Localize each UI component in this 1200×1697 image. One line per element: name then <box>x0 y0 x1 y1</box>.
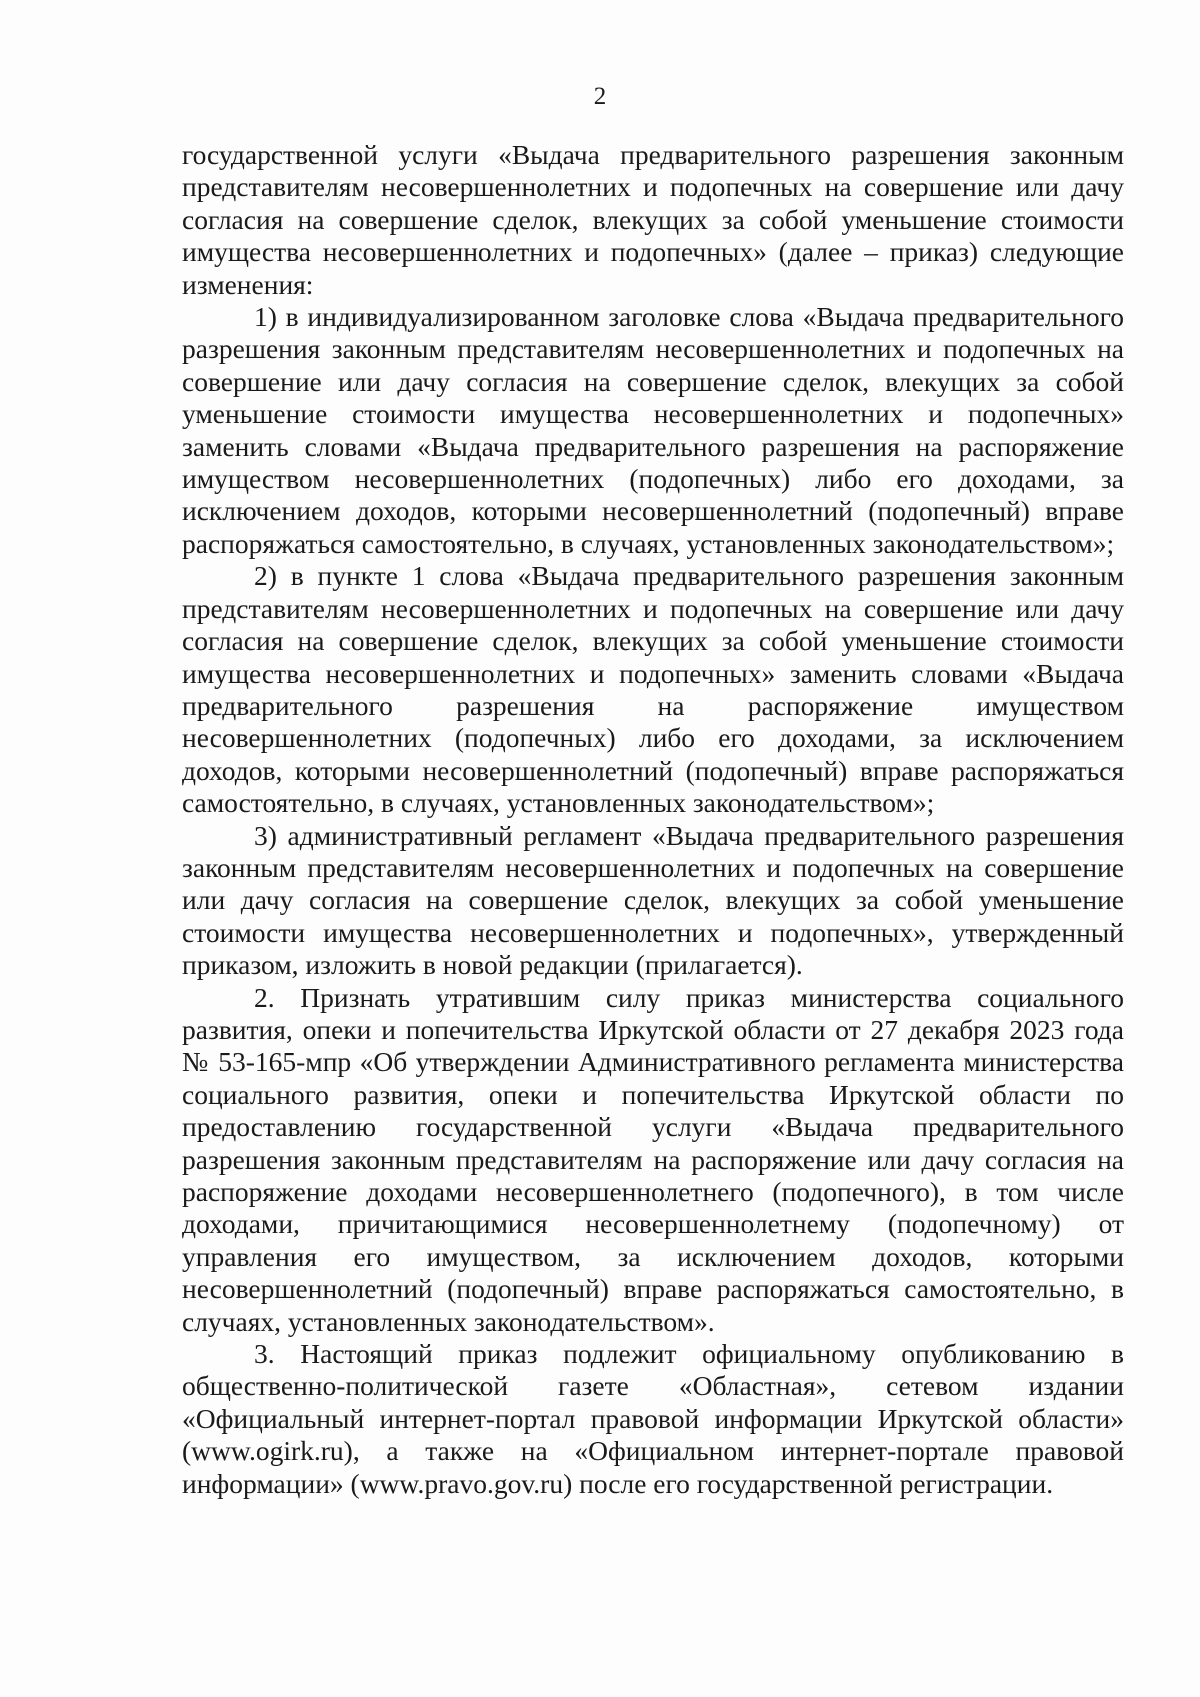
paragraph-clause-3: 3. Настоящий приказ подлежит официальному опубликованию в общественно-политической газете «Областная», сетевом издании «Официальный интернет-портал правовой информации Иркутской области» (www.ogirk.ru), а также на «Официальном интернет-портале правовой информации» (www.pravo.gov.ru) после его государственной регистрации. <box>182 1338 1124 1499</box>
paragraph-item-3: 3) административный регламент «Выдача предварительного разрешения законным представителям несовершеннолетних и подопечных на совершение или дачу согласия на совершение сделок, влекущих за собой уменьшение стоимости имущества несовершеннолетних и подопечных», утвержденный приказом, изложить в новой редакции (прилагается). <box>182 819 1124 981</box>
paragraph-clause-2: 2. Признать утратившим силу приказ министерства социального развития, опеки и попечительства Иркутской области от 27 декабря 2023 года № 53-165-мпр «Об утверждении Административного регламента министерства социального развития, опеки и попечительства Иркутской области по предоставлению государственной услуги «Выдача предварительного разрешения законным представителям на распоряжение или дачу согласия на распоряжение доходами несовершеннолетнего (подопечного), в том числе доходами, причитающимися несовершеннолетнему (подопечному) от управления его имуществом, за исключением доходов, которыми несовершеннолетний (подопечный) вправе распоряжаться самостоятельно, в случаях, установленных законодательством». <box>182 981 1124 1337</box>
paragraph-item-1: 1) в индивидуализированном заголовке слова «Выдача предварительного разрешения законным представителям несовершеннолетних и подопечных на совершение или дачу согласия на совершение сделок, влекущих за собой уменьшение стоимости имущества несовершеннолетних и подопечных» заменить словами «Выдача предварительного разрешения на распоряжение имуществом несовершеннолетних (подопечных) либо его доходами, за исключением доходов, которыми несовершеннолетний (подопечный) вправе распоряжаться самостоятельно, в случаях, установленных законодательством»; <box>182 301 1124 559</box>
paragraph-item-2: 2) в пункте 1 слова «Выдача предварительного разрешения законным представителям несовершеннолетних и подопечных на совершение или дачу согласия на совершение сделок, влекущих за собой уменьшение стоимости имущества несовершеннолетних и подопечных» заменить словами «Выдача предварительного разрешения на распоряжение имуществом несовершеннолетних (подопечных) либо его доходами, за исключением доходов, которыми несовершеннолетний (подопечный) вправе распоряжаться самостоятельно, в случаях, установленных законодательством»; <box>182 560 1124 819</box>
paragraph-continuation: государственной услуги «Выдача предварительного разрешения законным представителям несовершеннолетних и подопечных на совершение или дачу согласия на совершение сделок, влекущих за собой уменьшение стоимости имущества несовершеннолетних и подопечных» (далее – приказ) следующие изменения: <box>182 139 1124 300</box>
document-body <box>182 139 1124 1500</box>
page-number: 2 <box>593 83 607 110</box>
